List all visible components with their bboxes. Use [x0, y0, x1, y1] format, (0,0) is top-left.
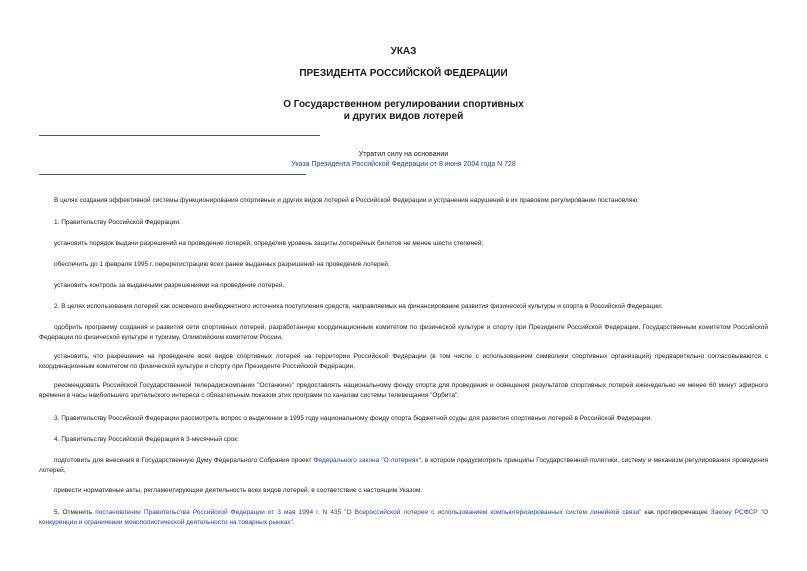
- paragraph-preamble: В целях создания эффективной системы функционирования спортивных и других видов лотерей в Российской Федерации и устранения нарушений в их правовом регулировании постановляю:: [54, 197, 639, 204]
- paragraph-4: 4. Правительству Российской Федерации в 3-месячный срок:: [54, 436, 239, 443]
- federal-law-lotteries-link[interactable]: Федерального закона "О лотереях": [313, 457, 421, 464]
- paragraph-4-item-1: [39, 456, 768, 476]
- divider-top: [39, 135, 320, 136]
- paragraph-4-item-1-text-b: , в котором предусмотреть принципы Государственной политики, систему и механизм регулирования проведения лотерей,: [39, 457, 768, 474]
- paragraph-5: [39, 508, 768, 528]
- paragraph-5-text-c: .: [292, 519, 295, 526]
- subject-heading-line1: О Государственном регулировании спортивных: [283, 99, 524, 110]
- repeal-basis-link[interactable]: Указа Президента Российской Федерации от 8 июня 2004 года N 728: [291, 161, 516, 168]
- paragraph-3: 3. Правительству Российской Федерации рассмотреть вопрос о выделении в 1995 году национальному фонду спорта бюджетной ссуды для развития спортивных лотерей в Российской Федерации.: [54, 415, 653, 422]
- divider-bottom: [39, 174, 306, 175]
- paragraph-1: 1. Правительству Российской Федерации:: [54, 219, 181, 226]
- paragraph-1-item-1: установить порядок выдачи разрешений на проведение лотерей, определив уровень защиты лотерейных билетов не менее шести степеней;: [54, 240, 484, 247]
- paragraph-1-item-3: установить контроль за выданными разрешениями на проведение лотерей.: [54, 282, 285, 289]
- paragraph-2-item-3: рекомендовать Российской Государственной телерадиокомпании "Останкино" предоставлять национальному фонду спорта для проведения и освещения результатов спортивных лотерей еженедельно не менее 60 минут эфирного времени в часы наибольшего зрительского интереса с обязательным показом этих программ по каналам системы телевещания "Орбита".: [39, 382, 768, 399]
- paragraph-5-text-b: как противоречащее: [641, 509, 711, 516]
- government-resolution-link[interactable]: постановление Правительства Российской Федерации от 3 мая 1994 г. N 435 "О Всероссийской лотерее с использованием компьютеризированных систем линейной связи": [95, 509, 642, 516]
- paragraph-2-item-1: одобрить программу создания и развития сети спортивных лотерей, разработанную координационным комитетом по физической культуре и спорту при Президенте Российской Федерации, Государственным комитетом Российской Федерации по физической культуре и туризму, Олимпийским комитетом России,: [39, 324, 768, 341]
- subject-heading-line2: и других видов лотерей: [343, 111, 464, 122]
- paragraph-1-item-2: обеспечить до 1 февраля 1995 г. перерегистрацию всех ранее выданных разрешений на проведение лотерей,: [54, 261, 390, 268]
- doc-type-heading: УКАЗ: [390, 46, 417, 57]
- paragraph-4-item-2: привести нормативные акты, регламентирующие деятельность всех видов лотерей, в соответствие с настоящим Указом.: [54, 487, 423, 494]
- issuer-heading: ПРЕЗИДЕНТА РОССИЙСКОЙ ФЕДЕРАЦИИ: [299, 68, 508, 79]
- paragraph-2-item-2: установить, что разрешения на проведение всех видов спортивных лотерей на территории Российской Федерации (в том числе с использованием символики спортивных организаций) предварительно согласовываются с координационным комитетом по физической культуре и спорту при Президенте Российской Федерации,: [39, 353, 768, 370]
- paragraph-2: 2. В целях использования лотерей как основного внебюджетного источника поступления средств, направляемых на финансирование развития физической культуры и спорта в Российской Федерации:: [54, 303, 663, 310]
- paragraph-4-item-1-text-a: подготовить для внесения в Государственную Думу Федерального Собрания проект: [54, 457, 314, 464]
- lost-force-note: Утратил силу на основании: [358, 151, 449, 158]
- paragraph-5-text-a: 5. Отменить: [54, 509, 96, 516]
- competition-law-link[interactable]: Закону РСФСР "О конкуренции и ограничении монополистической деятельности на товарных рынках": [39, 509, 769, 526]
